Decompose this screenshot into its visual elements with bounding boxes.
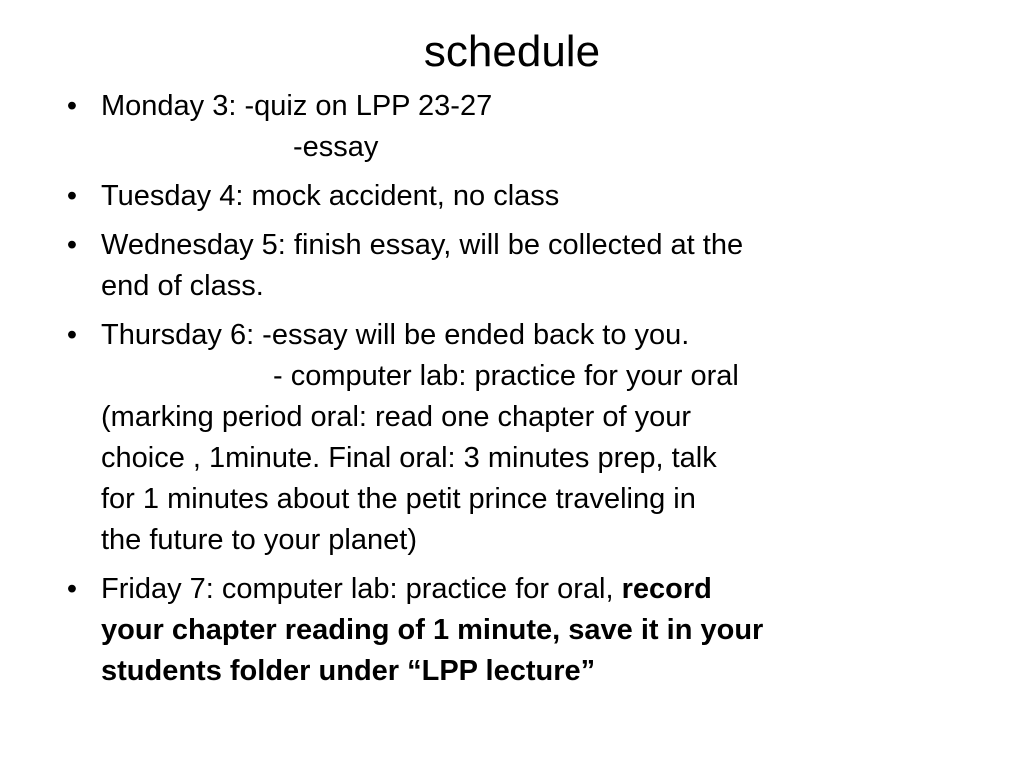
monday-line-2: -essay (293, 131, 379, 163)
friday-line-1-text: Friday 7: computer lab: practice for oral, (101, 573, 622, 605)
slide-title: schedule (423, 27, 601, 76)
thursday-line-2: - computer lab: practice for your oral (273, 360, 739, 392)
list-item-thursday (56, 315, 976, 561)
monday-line-1: Monday 3: -quiz on LPP 23-27 (101, 90, 493, 122)
list-item-wednesday (56, 225, 976, 307)
bullet-icon: • (66, 319, 78, 351)
list-item-tuesday (56, 176, 976, 217)
thursday-line-6: the future to your planet) (101, 524, 417, 556)
thursday-line-3: (marking period oral: read one chapter of your (101, 401, 691, 433)
thursday-line-1: Thursday 6: -essay will be ended back to you. (101, 319, 690, 351)
wednesday-line-2: end of class. (101, 270, 264, 302)
list-item-monday (56, 86, 976, 168)
schedule-list (56, 86, 976, 700)
friday-line-2: your chapter reading of 1 minute, save it in your (101, 614, 764, 646)
friday-line-1-emphasis: record (621, 573, 712, 605)
thursday-line-5: for 1 minutes about the petit prince traveling in (101, 483, 696, 515)
friday-line-3: students folder under “LPP lecture” (101, 655, 596, 687)
bullet-icon: • (66, 229, 78, 261)
bullet-icon: • (66, 180, 78, 212)
bullet-icon: • (66, 573, 78, 605)
tuesday-line-1: Tuesday 4: mock accident, no class (101, 180, 560, 212)
wednesday-line-1: Wednesday 5: finish essay, will be collected at the (101, 229, 744, 261)
list-item-friday (56, 569, 976, 692)
thursday-line-4: choice , 1minute. Final oral: 3 minutes prep, talk (101, 442, 717, 474)
friday-line-1 (101, 569, 976, 610)
bullet-icon: • (66, 90, 78, 122)
